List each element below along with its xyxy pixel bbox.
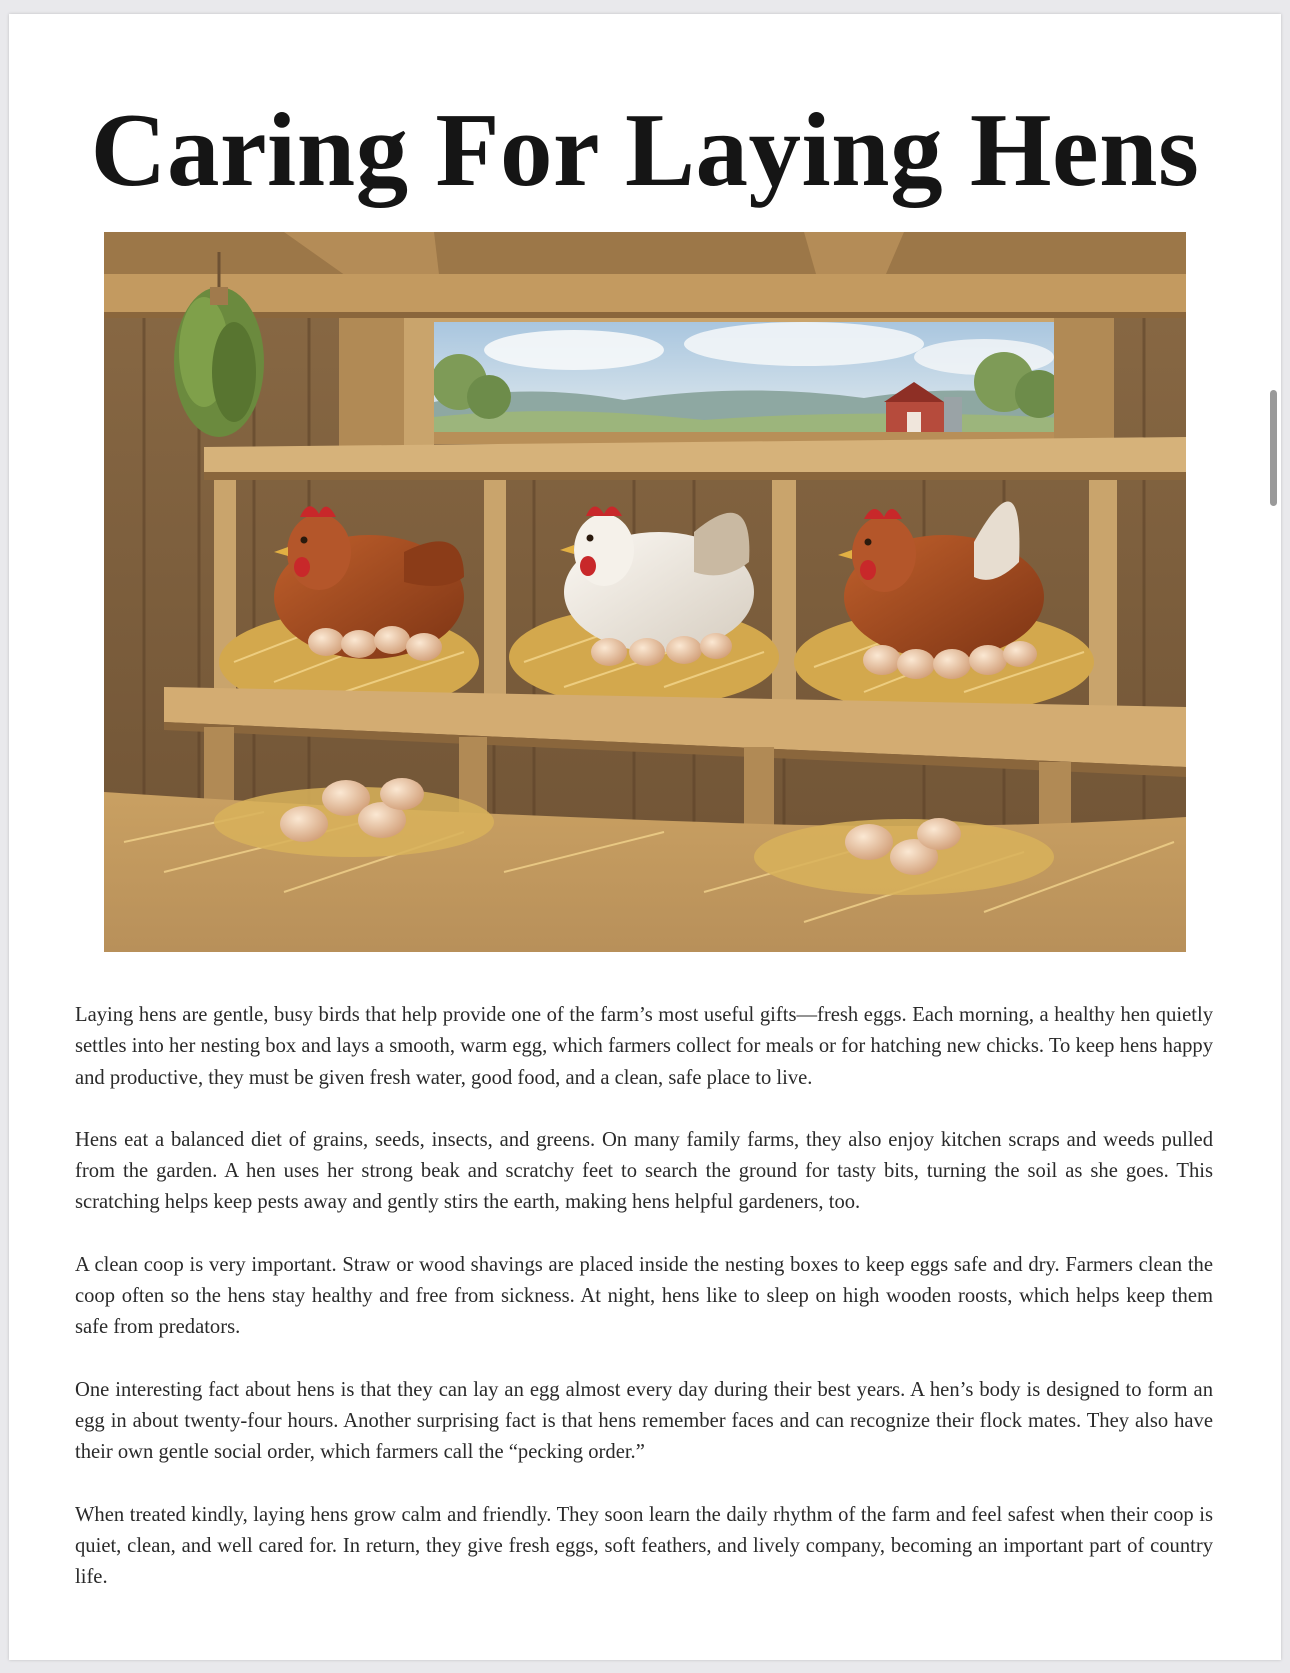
hen-coop-illustration [104, 232, 1186, 952]
coop-scene [104, 232, 1186, 952]
paragraph-facts: One interesting fact about hens is that they can lay an egg almost every day during their best years. A hen’s body is designed to form an egg in about twenty-four hours. Another surprising fact is that hens remember faces and can recognize their flock mates. They also have their own gentle social order, which farmers call the “pecking order.” [75, 1378, 1213, 1464]
article-body [75, 1000, 1213, 1624]
paragraph-conclusion: When treated kindly, laying hens grow calm and friendly. They soon learn the daily rhythm of the farm and feel safest when their coop is quiet, clean, and well cared for. In return, they give fresh eggs, soft feathers, and lively company, becoming an important part of country life. [75, 1503, 1213, 1589]
page-title: Caring For Laying Hens [90, 91, 1200, 208]
scrollbar-thumb[interactable] [1270, 390, 1277, 506]
paragraph-intro: Laying hens are gentle, busy birds that help provide one of the farm’s most useful gifts—fresh eggs. Each morning, a healthy hen quietly settles into her nesting box and lays a smooth, warm egg, which farmers collect for meals or for hatching new chicks. To keep hens happy and productive, they must be given fresh water, good food, and a clean, safe place to live. [75, 1004, 1213, 1089]
paragraph-coop: A clean coop is very important. Straw or wood shavings are placed inside the nesting boxes to keep eggs safe and dry. Farmers clean the coop often so the hens stay healthy and free from sickness. At night, hens like to sleep on high wooden roosts, which helps keep them safe from predators. [75, 1253, 1213, 1339]
vertical-scrollbar[interactable] [1269, 390, 1278, 506]
paragraph-diet: Hens eat a balanced diet of grains, seeds, insects, and greens. On many family farms, they also enjoy kitchen scraps and weeds pulled from the garden. A hen uses her strong beak and scratchy feet to search the ground for tasty bits, turning the soil as she goes. This scratching helps keep pests away and gently stirs the earth, making hens helpful gardeners, too. [75, 1128, 1213, 1214]
document-page [9, 14, 1281, 1660]
